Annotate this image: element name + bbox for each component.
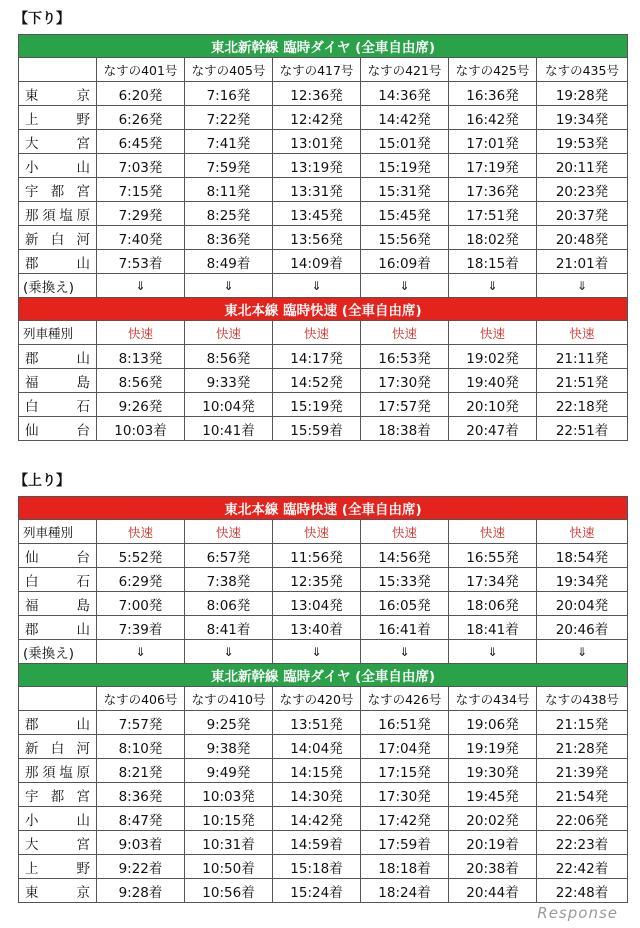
time-cell: 7:15発 — [97, 178, 185, 202]
time-cell: 6:20発 — [97, 82, 185, 106]
time-cell: 20:04発 — [537, 592, 628, 616]
time-cell: 14:04発 — [273, 735, 361, 759]
time-cell: 20:23発 — [537, 178, 628, 202]
response-watermark: Response — [537, 904, 618, 922]
time-cell: 16:53発 — [361, 345, 449, 369]
station-row — [19, 616, 628, 640]
station-name: 那須塩原 — [19, 759, 97, 783]
train-name: なすの417号 — [273, 58, 361, 82]
time-cell: 16:41着 — [361, 616, 449, 640]
time-cell: 15:59着 — [273, 417, 361, 441]
time-cell: 22:23着 — [537, 831, 628, 855]
station-row — [19, 711, 628, 735]
station-row — [19, 783, 628, 807]
down-arrow-icon: ⇓ — [449, 274, 537, 298]
train-type-rapid: 快速 — [361, 520, 449, 544]
time-cell: 10:41着 — [185, 417, 273, 441]
time-cell: 20:10発 — [449, 393, 537, 417]
time-cell: 8:47発 — [97, 807, 185, 831]
time-cell: 6:26発 — [97, 106, 185, 130]
down-arrow-icon: ⇓ — [361, 640, 449, 664]
station-row — [19, 807, 628, 831]
section-title: 東北新幹線 臨時ダイヤ (全車自由席) — [19, 664, 628, 687]
time-cell: 21:01着 — [537, 250, 628, 274]
time-cell: 13:01発 — [273, 130, 361, 154]
station-row — [19, 855, 628, 879]
down-arrow-icon: ⇓ — [185, 274, 273, 298]
train-type-rapid: 快速 — [273, 520, 361, 544]
time-cell: 16:55発 — [449, 544, 537, 568]
train-header-row — [19, 687, 628, 711]
time-cell: 7:57発 — [97, 711, 185, 735]
down-arrow-icon: ⇓ — [537, 640, 628, 664]
train-type-rapid: 快速 — [273, 321, 361, 345]
time-cell: 17:36発 — [449, 178, 537, 202]
section-band — [19, 497, 628, 520]
time-cell: 15:19発 — [361, 154, 449, 178]
time-cell: 17:30発 — [361, 369, 449, 393]
train-type-rapid: 快速 — [185, 321, 273, 345]
time-cell: 10:03発 — [185, 783, 273, 807]
time-cell: 14:17発 — [273, 345, 361, 369]
time-cell: 15:18着 — [273, 855, 361, 879]
time-cell: 12:36発 — [273, 82, 361, 106]
station-name: 郡山 — [19, 250, 97, 274]
time-cell: 7:22発 — [185, 106, 273, 130]
train-name: なすの438号 — [537, 687, 628, 711]
time-cell: 7:03発 — [97, 154, 185, 178]
time-cell: 13:31発 — [273, 178, 361, 202]
station-row — [19, 568, 628, 592]
time-cell: 9:03着 — [97, 831, 185, 855]
time-cell: 20:48発 — [537, 226, 628, 250]
time-cell: 8:06発 — [185, 592, 273, 616]
time-cell: 18:06発 — [449, 592, 537, 616]
time-cell: 21:54発 — [537, 783, 628, 807]
section-title: 東北本線 臨時快速 (全車自由席) — [19, 497, 628, 520]
train-name: なすの410号 — [185, 687, 273, 711]
station-row — [19, 250, 628, 274]
time-cell: 11:56発 — [273, 544, 361, 568]
time-cell: 14:30発 — [273, 783, 361, 807]
train-type-rapid: 快速 — [97, 520, 185, 544]
station-name: 那須塩原 — [19, 202, 97, 226]
station-name: 東京 — [19, 82, 97, 106]
transfer-row — [19, 274, 628, 298]
down-heading: 【下り】 — [14, 11, 70, 27]
time-cell: 17:57発 — [361, 393, 449, 417]
time-cell: 16:51発 — [361, 711, 449, 735]
up-timetable — [18, 496, 628, 903]
station-row — [19, 178, 628, 202]
time-cell: 21:15発 — [537, 711, 628, 735]
time-cell: 7:38発 — [185, 568, 273, 592]
time-cell: 6:57発 — [185, 544, 273, 568]
time-cell: 14:09着 — [273, 250, 361, 274]
time-cell: 7:39着 — [97, 616, 185, 640]
time-cell: 8:11発 — [185, 178, 273, 202]
train-name: なすの401号 — [97, 58, 185, 82]
time-cell: 13:19発 — [273, 154, 361, 178]
time-cell: 16:05発 — [361, 592, 449, 616]
time-cell: 19:34発 — [537, 106, 628, 130]
time-cell: 21:11発 — [537, 345, 628, 369]
time-cell: 12:42発 — [273, 106, 361, 130]
station-row — [19, 879, 628, 903]
down-arrow-icon: ⇓ — [273, 640, 361, 664]
station-name: 福島 — [19, 592, 97, 616]
station-name: 東京 — [19, 879, 97, 903]
station-name: 郡山 — [19, 616, 97, 640]
time-cell: 8:41着 — [185, 616, 273, 640]
time-cell: 6:45発 — [97, 130, 185, 154]
corner-cell — [19, 58, 97, 82]
station-name: 小山 — [19, 807, 97, 831]
down-arrow-icon: ⇓ — [449, 640, 537, 664]
time-cell: 9:38発 — [185, 735, 273, 759]
time-cell: 8:10発 — [97, 735, 185, 759]
time-cell: 12:35発 — [273, 568, 361, 592]
time-cell: 15:45発 — [361, 202, 449, 226]
time-cell: 18:24着 — [361, 879, 449, 903]
time-cell: 13:51発 — [273, 711, 361, 735]
time-cell: 15:56発 — [361, 226, 449, 250]
time-cell: 13:04発 — [273, 592, 361, 616]
up-heading: 【上り】 — [14, 473, 70, 489]
time-cell: 14:56発 — [361, 544, 449, 568]
time-cell: 19:53発 — [537, 130, 628, 154]
time-cell: 9:49発 — [185, 759, 273, 783]
train-name: なすの435号 — [537, 58, 628, 82]
train-type-rapid: 快速 — [449, 520, 537, 544]
time-cell: 19:19発 — [449, 735, 537, 759]
time-cell: 17:01発 — [449, 130, 537, 154]
time-cell: 20:46着 — [537, 616, 628, 640]
transfer-label: (乗換え) — [19, 274, 97, 298]
time-cell: 22:06発 — [537, 807, 628, 831]
down-timetable — [18, 34, 628, 441]
time-cell: 13:40着 — [273, 616, 361, 640]
train-header-row — [19, 58, 628, 82]
station-name: 大宮 — [19, 831, 97, 855]
time-cell: 22:42着 — [537, 855, 628, 879]
time-cell: 18:02発 — [449, 226, 537, 250]
time-cell: 20:47着 — [449, 417, 537, 441]
time-cell: 20:02発 — [449, 807, 537, 831]
time-cell: 17:15発 — [361, 759, 449, 783]
section-title: 東北本線 臨時快速 (全車自由席) — [19, 298, 628, 321]
time-cell: 7:29発 — [97, 202, 185, 226]
section-band — [19, 298, 628, 321]
time-cell: 20:19着 — [449, 831, 537, 855]
time-cell: 15:31発 — [361, 178, 449, 202]
time-cell: 19:34発 — [537, 568, 628, 592]
train-name: なすの425号 — [449, 58, 537, 82]
time-cell: 7:40発 — [97, 226, 185, 250]
time-cell: 9:33発 — [185, 369, 273, 393]
time-cell: 20:44着 — [449, 879, 537, 903]
time-cell: 18:41着 — [449, 616, 537, 640]
section-band — [19, 664, 628, 687]
down-arrow-icon: ⇓ — [97, 640, 185, 664]
station-name: 仙台 — [19, 544, 97, 568]
station-row — [19, 735, 628, 759]
time-cell: 22:48着 — [537, 879, 628, 903]
train-type-rapid: 快速 — [361, 321, 449, 345]
time-cell: 8:36発 — [97, 783, 185, 807]
time-cell: 19:06発 — [449, 711, 537, 735]
train-type-rapid: 快速 — [185, 520, 273, 544]
time-cell: 8:25発 — [185, 202, 273, 226]
time-cell: 15:19発 — [273, 393, 361, 417]
train-type-label: 列車種別 — [19, 520, 97, 544]
train-type-label: 列車種別 — [19, 321, 97, 345]
time-cell: 21:51発 — [537, 369, 628, 393]
time-cell: 16:42発 — [449, 106, 537, 130]
time-cell: 13:56発 — [273, 226, 361, 250]
time-cell: 14:52発 — [273, 369, 361, 393]
time-cell: 18:54発 — [537, 544, 628, 568]
train-type-row — [19, 520, 628, 544]
time-cell: 9:22着 — [97, 855, 185, 879]
station-row — [19, 592, 628, 616]
time-cell: 15:24着 — [273, 879, 361, 903]
station-name: 新白河 — [19, 226, 97, 250]
time-cell: 20:38着 — [449, 855, 537, 879]
time-cell: 8:36発 — [185, 226, 273, 250]
station-row — [19, 202, 628, 226]
time-cell: 17:19発 — [449, 154, 537, 178]
time-cell: 6:29発 — [97, 568, 185, 592]
time-cell: 17:59着 — [361, 831, 449, 855]
down-arrow-icon: ⇓ — [537, 274, 628, 298]
station-row — [19, 544, 628, 568]
train-name: なすの405号 — [185, 58, 273, 82]
station-name: 小山 — [19, 154, 97, 178]
train-type-rapid: 快速 — [97, 321, 185, 345]
station-row — [19, 393, 628, 417]
station-row — [19, 226, 628, 250]
station-name: 宇都宮 — [19, 178, 97, 202]
time-cell: 10:03着 — [97, 417, 185, 441]
time-cell: 7:00発 — [97, 592, 185, 616]
train-type-rapid: 快速 — [537, 520, 628, 544]
transfer-row — [19, 640, 628, 664]
time-cell: 10:50着 — [185, 855, 273, 879]
station-row — [19, 831, 628, 855]
down-arrow-icon: ⇓ — [361, 274, 449, 298]
time-cell: 9:26発 — [97, 393, 185, 417]
section-band — [19, 35, 628, 58]
train-name: なすの420号 — [273, 687, 361, 711]
time-cell: 22:18発 — [537, 393, 628, 417]
time-cell: 14:59着 — [273, 831, 361, 855]
time-cell: 8:56発 — [185, 345, 273, 369]
station-row — [19, 369, 628, 393]
time-cell: 10:31着 — [185, 831, 273, 855]
time-cell: 7:59発 — [185, 154, 273, 178]
down-arrow-icon: ⇓ — [273, 274, 361, 298]
station-row — [19, 82, 628, 106]
time-cell: 20:11発 — [537, 154, 628, 178]
time-cell: 14:42発 — [273, 807, 361, 831]
station-name: 福島 — [19, 369, 97, 393]
station-name: 上野 — [19, 855, 97, 879]
time-cell: 16:09着 — [361, 250, 449, 274]
time-cell: 10:04発 — [185, 393, 273, 417]
time-cell: 10:56着 — [185, 879, 273, 903]
time-cell: 17:34発 — [449, 568, 537, 592]
time-cell: 14:15発 — [273, 759, 361, 783]
time-cell: 7:53着 — [97, 250, 185, 274]
station-row — [19, 106, 628, 130]
train-name: なすの421号 — [361, 58, 449, 82]
station-name: 仙台 — [19, 417, 97, 441]
down-arrow-icon: ⇓ — [185, 640, 273, 664]
time-cell: 18:18着 — [361, 855, 449, 879]
time-cell: 17:51発 — [449, 202, 537, 226]
station-row — [19, 154, 628, 178]
time-cell: 17:30発 — [361, 783, 449, 807]
time-cell: 8:56発 — [97, 369, 185, 393]
time-cell: 7:16発 — [185, 82, 273, 106]
time-cell: 15:33発 — [361, 568, 449, 592]
time-cell: 19:45発 — [449, 783, 537, 807]
corner-cell — [19, 687, 97, 711]
time-cell: 10:15発 — [185, 807, 273, 831]
time-cell: 7:41発 — [185, 130, 273, 154]
time-cell: 17:04発 — [361, 735, 449, 759]
station-name: 新白河 — [19, 735, 97, 759]
time-cell: 5:52発 — [97, 544, 185, 568]
time-cell: 15:01発 — [361, 130, 449, 154]
train-name: なすの406号 — [97, 687, 185, 711]
train-type-rapid: 快速 — [537, 321, 628, 345]
time-cell: 20:37発 — [537, 202, 628, 226]
train-name: なすの426号 — [361, 687, 449, 711]
station-name: 上野 — [19, 106, 97, 130]
train-type-rapid: 快速 — [449, 321, 537, 345]
time-cell: 14:42発 — [361, 106, 449, 130]
time-cell: 18:15着 — [449, 250, 537, 274]
station-name: 白石 — [19, 568, 97, 592]
station-row — [19, 345, 628, 369]
time-cell: 8:21発 — [97, 759, 185, 783]
time-cell: 19:28発 — [537, 82, 628, 106]
time-cell: 13:45発 — [273, 202, 361, 226]
time-cell: 17:42発 — [361, 807, 449, 831]
train-name: なすの434号 — [449, 687, 537, 711]
down-arrow-icon: ⇓ — [97, 274, 185, 298]
time-cell: 8:13発 — [97, 345, 185, 369]
time-cell: 9:28着 — [97, 879, 185, 903]
transfer-label: (乗換え) — [19, 640, 97, 664]
station-name: 郡山 — [19, 711, 97, 735]
station-name: 郡山 — [19, 345, 97, 369]
station-row — [19, 130, 628, 154]
time-cell: 19:30発 — [449, 759, 537, 783]
time-cell: 9:25発 — [185, 711, 273, 735]
time-cell: 19:02発 — [449, 345, 537, 369]
time-cell: 14:36発 — [361, 82, 449, 106]
station-name: 大宮 — [19, 130, 97, 154]
time-cell: 21:39発 — [537, 759, 628, 783]
train-type-row — [19, 321, 628, 345]
station-row — [19, 759, 628, 783]
time-cell: 18:38着 — [361, 417, 449, 441]
time-cell: 22:51着 — [537, 417, 628, 441]
section-title: 東北新幹線 臨時ダイヤ (全車自由席) — [19, 35, 628, 58]
time-cell: 16:36発 — [449, 82, 537, 106]
station-name: 白石 — [19, 393, 97, 417]
station-name: 宇都宮 — [19, 783, 97, 807]
station-row — [19, 417, 628, 441]
time-cell: 8:49着 — [185, 250, 273, 274]
time-cell: 21:28発 — [537, 735, 628, 759]
time-cell: 19:40発 — [449, 369, 537, 393]
